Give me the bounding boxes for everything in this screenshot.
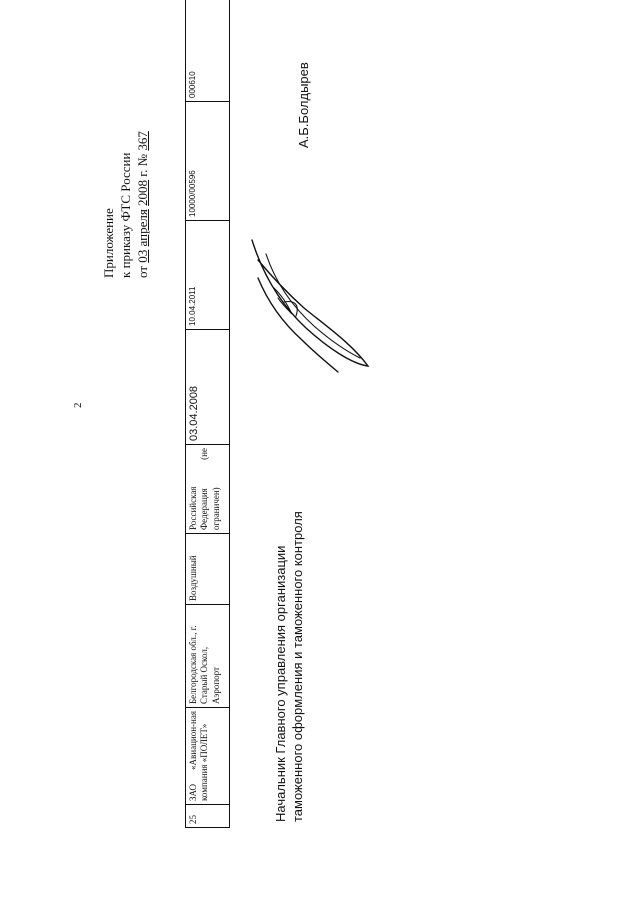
signature-title-line-2: таможенного оформления и таможенного контроля [290,511,305,822]
appendix-date-line [134,131,151,278]
cell-address: Белгородская обл., г. Старый Оскол, Аэропорт [186,605,230,708]
page-number: 2 [72,402,84,408]
registry-table [185,0,230,828]
cell-number: 25 [186,805,230,828]
cell-checkpoint-type: Воздушный [186,534,230,605]
appendix-title: Приложение [101,208,116,278]
appendix-year-suffix: г. № [135,153,150,177]
appendix-order-ref: к приказу ФТС России [118,152,133,278]
cell-license-number: 10000/00596 [186,102,230,221]
appendix-day: 03 [135,249,150,263]
table-row [186,0,230,828]
cell-company-name: ЗАО «Авиацион-ная компания «ПОЛЕТ» [186,708,230,805]
cell-date-start: 03.04.2008 [186,330,230,445]
appendix-order-number: 367 [135,131,150,151]
signature-title [272,511,306,822]
appendix-header [100,131,151,278]
handwritten-signature [248,232,378,392]
cell-date-end: 10.04.2011 [186,221,230,330]
appendix-date-prefix: от [135,265,150,278]
signature-title-line-1: Начальник Главного управления организации [273,545,288,822]
appendix-year: 2008 [135,179,150,206]
appendix-month: апреля [135,209,150,247]
signer-name: А.Б.Болдырев [296,62,311,148]
cell-code: 000610 [186,0,230,102]
cell-territory: Российская Федерация (не ограничен) [186,445,230,534]
registry-table-wrapper [185,0,230,828]
